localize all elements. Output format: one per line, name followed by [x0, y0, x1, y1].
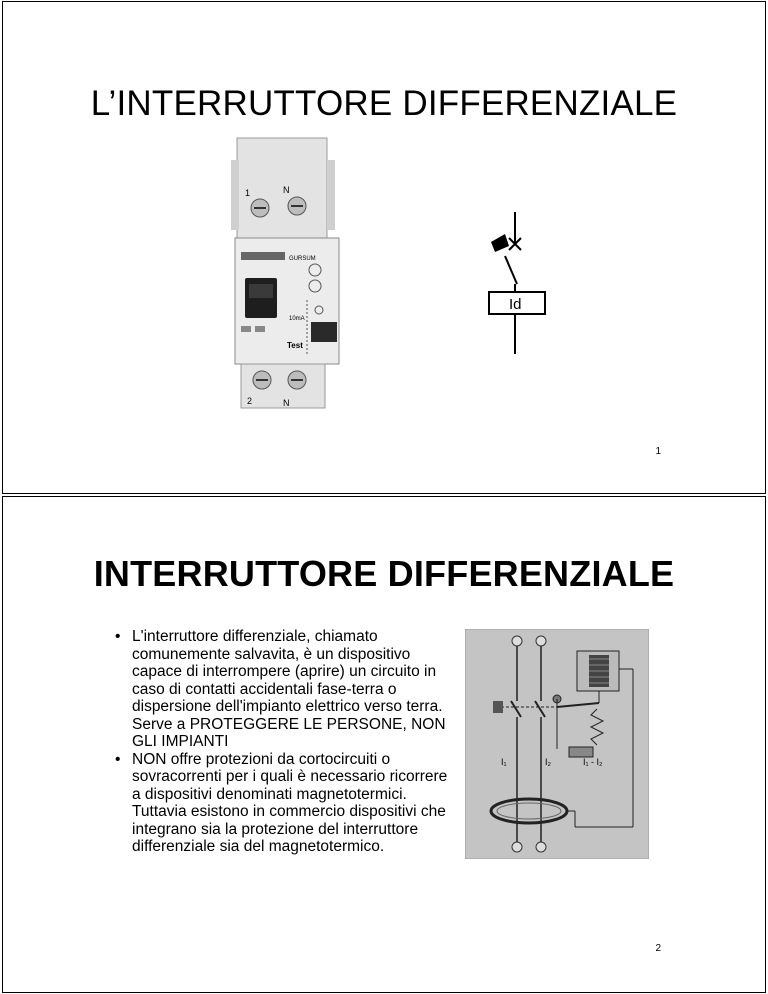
rating-label: 10mA [289, 316, 305, 322]
current-i1-label: I₁ [501, 757, 507, 767]
page-number: 1 [655, 446, 661, 457]
svg-text:GURSUM: GURSUM [289, 256, 316, 262]
terminal-2-label: 2 [247, 396, 253, 406]
terminal-n-top-label: N [283, 185, 290, 195]
slide-title: L’INTERRUTTORE DIFFERENZIALE [90, 84, 678, 123]
bullet-item: • L'interruttore differenziale, chiamato comunemente salvavita, è un dispositivo capace di interrompere (aprire) un circuito in caso di contatti accidentali fase-terra o dispersione dell'impianto elettrico verso terra. Serve a PROTEGGERE LE PERSONE, NON GLI IMPIANTI [115, 628, 460, 751]
breaker-photo [227, 130, 343, 412]
rcd-internal-diagram [465, 629, 649, 859]
slide-2 [2, 496, 766, 993]
bullet-item: • NON offre protezioni da cortocircuiti o sovracorrenti per i quali è necessario ricorrere a dispositivi denominati magnetotermici. Tuttavia esistono in commercio dispositivi che integrano sia la protezione del interruttore differenziale sia del magnetotermico. [115, 751, 460, 856]
slide-1 [2, 1, 766, 494]
rcd-schematic-symbol [485, 208, 551, 358]
current-difference-label: I₁ - I₂ [583, 757, 603, 767]
terminal-n-bottom-label: N [283, 398, 290, 408]
terminal-1-label: 1 [245, 188, 251, 198]
bullet-list [115, 628, 460, 856]
test-label: Test [287, 341, 303, 350]
symbol-id-label: Id [509, 296, 522, 313]
current-i2-label: I₂ [545, 757, 551, 767]
slide-title: INTERRUTTORE DIFFERENZIALE [93, 553, 675, 594]
page-number: 2 [655, 943, 661, 954]
